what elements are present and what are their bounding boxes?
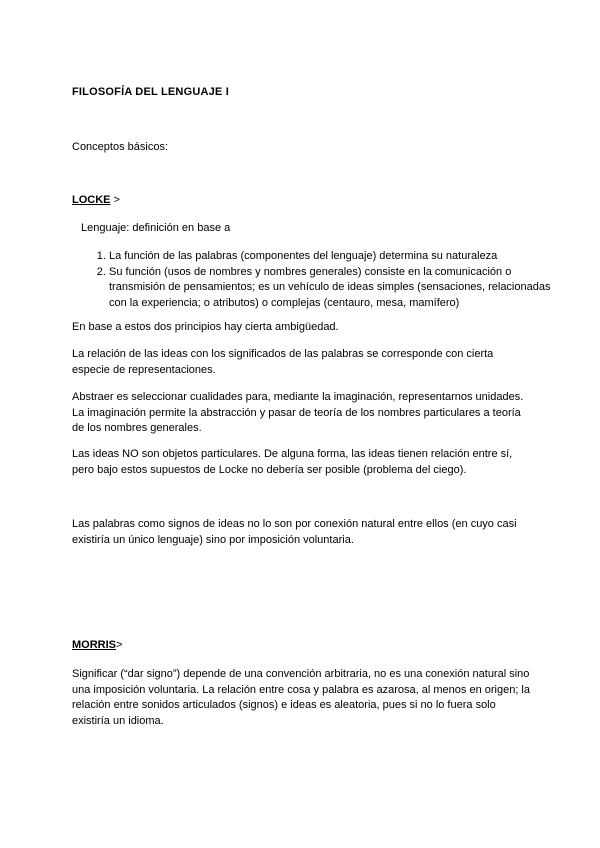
intro-text: Conceptos básicos:: [72, 141, 168, 153]
list-item: 1. La función de las palabras (componentes del lenguaje) determina su naturaleza: [109, 249, 569, 265]
locke-heading: [72, 194, 120, 206]
paragraph: Abstraer es seleccionar cualidades para, mediante la imaginación, representarnos unidades. La imaginación permite la abstracción y pasar de teoría de los nombres particulares a teoría de los nombres generales.: [72, 391, 524, 434]
locke-numbered-list: [72, 249, 569, 311]
locke-heading-name: LOCKE: [72, 194, 111, 206]
paragraph: Las ideas NO son objetos particulares. De alguna forma, las ideas tienen relación entre sí, pero bajo estos supuestos de Locke no debería ser posible (problema del ciego).: [72, 448, 513, 476]
list-item: 2. Su función (usos de nombres y nombres generales) consiste en la comunicación o transmisión de pensamientos; es un vehículo de ideas simples (sensaciones, relacionadas con la experiencia; o atributos) o complejas (centauro, mesa, mamífero): [109, 265, 569, 312]
locke-subheading: Lenguaje: definición en base a: [81, 222, 231, 234]
morris-paragraph: Significar (“dar signo”) depende de una convención arbitraria, no es una conexión natural sino una imposición voluntaria. La relación entre cosa y palabra es azarosa, al menos en origen; la relación entre sonidos articulados (signos) e ideas es aleatoria, pues si no lo fuera solo existiría un idioma.: [72, 668, 530, 727]
morris-heading-name: MORRIS: [72, 639, 116, 651]
morris-heading: [72, 639, 122, 651]
locke-heading-suffix: >: [110, 194, 120, 206]
paragraph: La relación de las ideas con los significados de las palabras se corresponde con cierta especie de representaciones.: [72, 348, 494, 376]
paragraph: En base a estos dos principios hay cierta ambigüedad.: [72, 321, 339, 333]
paragraph: Las palabras como signos de ideas no lo son por conexión natural entre ellos (en cuyo casi existiría un único lenguaje) sino por imposición voluntaria.: [72, 518, 517, 546]
document-title: FILOSOFÍA DEL LENGUAJE I: [72, 86, 229, 98]
morris-heading-suffix: >: [116, 639, 123, 651]
